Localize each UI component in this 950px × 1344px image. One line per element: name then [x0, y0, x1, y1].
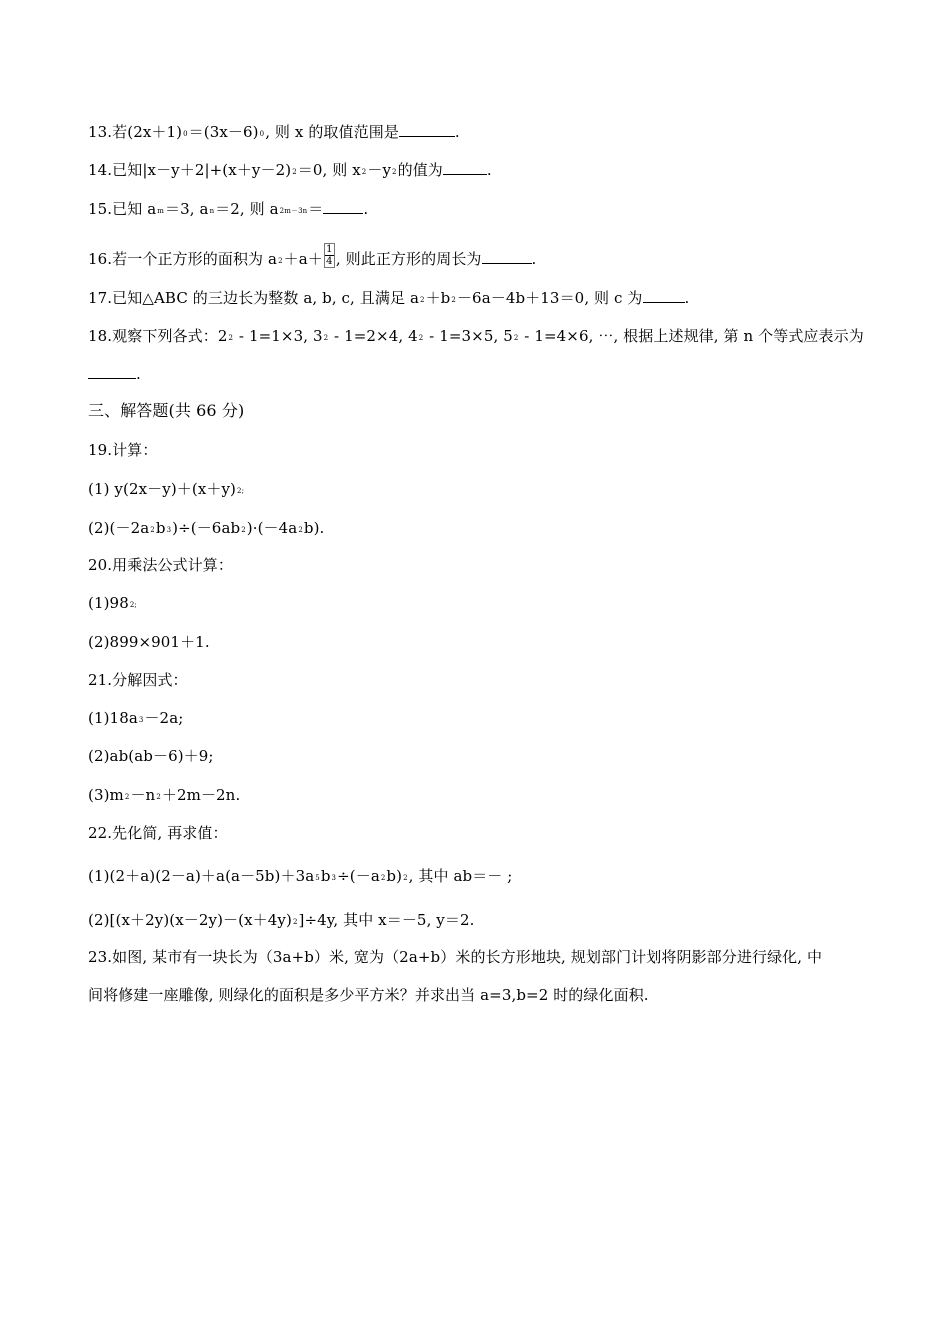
q13-exponent: 0	[183, 130, 188, 138]
q16-text: ＋a＋	[283, 250, 323, 268]
q18-text: 18.观察下列各式：2	[88, 327, 228, 345]
q17-exponent: 2	[451, 296, 456, 304]
q19-p2-exponent: 2	[241, 526, 246, 534]
q13-text: , 则 x 的取值范围是	[265, 123, 399, 141]
q16-text: , 则此正方形的周长为	[335, 250, 482, 268]
q14-text: 的值为	[397, 161, 443, 179]
question-21-part-2: (2)ab(ab－6)＋9;	[88, 747, 214, 765]
q22-p1-exponent: 5	[315, 874, 320, 882]
q21-p1-text: －2a;	[144, 709, 184, 727]
q18-exponent: 2	[228, 334, 234, 342]
question-18	[88, 326, 864, 349]
q22-p1-text: b	[320, 867, 331, 885]
q18-exponent: 2	[323, 334, 329, 342]
q13-exponent: 0	[259, 130, 265, 138]
q21-p1-text: (1)18a	[88, 709, 138, 727]
q16-text: 16.若一个正方形的面积为 a	[88, 250, 278, 268]
q21-p3-exponent: 2	[124, 793, 130, 801]
answer-blank[interactable]	[643, 288, 685, 303]
question-22-part-1	[88, 866, 512, 889]
q13-text: ＝(3x－6)	[188, 123, 259, 141]
q14-period: .	[486, 161, 492, 179]
question-17	[88, 288, 689, 311]
q17-period: .	[684, 289, 690, 307]
q17-text: －6a－4b＋13＝0, 则 c 为	[456, 289, 643, 307]
q22-p2-exponent: 2	[292, 918, 298, 926]
answer-blank[interactable]	[88, 364, 136, 379]
q20-p1-exponent: 2;	[129, 601, 137, 609]
q22-p1-text: , 其中 ab＝－ ;	[408, 867, 513, 885]
q15-text: ＝3, a	[165, 200, 209, 218]
question-20-part-2: (2)899×901＋1.	[88, 633, 210, 651]
answer-blank[interactable]	[399, 122, 455, 137]
q21-p3-text: －n	[130, 786, 156, 804]
answer-blank[interactable]	[323, 199, 363, 214]
question-15	[88, 199, 368, 222]
fraction-one-quarter	[324, 243, 335, 268]
q15-exponent: n	[209, 207, 215, 215]
q22-p1-text: ÷(－a	[337, 867, 380, 885]
q22-p1-exponent: 2	[380, 874, 386, 882]
q14-text: －y	[367, 161, 392, 179]
q17-text: ＋b	[425, 289, 451, 307]
fraction-denominator: 4	[326, 256, 333, 267]
q14-text: 14.已知|x－y＋2|+(x＋y－2)	[88, 161, 292, 179]
q21-p3-text: (3)m	[88, 786, 124, 804]
question-16	[88, 243, 536, 272]
q17-exponent: 2	[420, 296, 425, 304]
q19-p2-text: )·(－4a	[246, 519, 298, 537]
question-20-title: 20.用乘法公式计算：	[88, 556, 233, 574]
q21-p3-text: ＋2m－2n.	[161, 786, 241, 804]
answer-blank[interactable]	[443, 160, 487, 175]
q22-p2-text: (2)[(x＋2y)(x－2y)－(x＋4y)	[88, 911, 292, 929]
question-19-title: 19.计算：	[88, 441, 158, 459]
q22-p1-exponent: 3	[331, 874, 337, 882]
q15-text: ＝	[308, 200, 324, 218]
q19-p2-text: (2)(－2a	[88, 519, 150, 537]
question-23-line-2: 间将修建一座雕像, 则绿化的面积是多少平方米？并求出当 a=3,b=2 时的绿化面积.	[88, 986, 649, 1004]
question-23-line-1: 23.如图, 某市有一块长为（3a+b）米, 宽为（2a+b）米的长方形地块, 规划部门计划将阴影部分进行绿化, 中	[88, 948, 823, 966]
q18-text: - 1=1×3, 3	[234, 327, 323, 345]
question-20-part-1	[88, 593, 138, 616]
q16-exponent: 2	[278, 257, 283, 265]
question-22-part-2	[88, 910, 475, 933]
q17-text: 17.已知△ABC 的三边长为整数 a, b, c, 且满足 a	[88, 289, 420, 307]
question-21-part-1	[88, 708, 183, 731]
question-21-part-3	[88, 785, 240, 808]
q15-text: ＝2, 则 a	[215, 200, 279, 218]
q19-p2-exponent: 2	[150, 526, 155, 534]
q19-p2-text: b).	[303, 519, 325, 537]
q14-exponent: 2	[361, 168, 367, 176]
q22-p1-text: b)	[386, 867, 403, 885]
q15-exponent: m	[157, 207, 165, 215]
q15-exponent: 2m－3n	[279, 207, 308, 215]
q14-exponent: 2	[292, 168, 297, 176]
q19-p1-exponent: 2;	[237, 487, 245, 495]
q18-text: - 1=3×5, 5	[424, 327, 513, 345]
question-21-title: 21.分解因式：	[88, 671, 188, 689]
question-19-part-2	[88, 518, 324, 541]
q21-p3-exponent: 2	[156, 793, 161, 801]
answer-blank[interactable]	[482, 249, 532, 264]
question-22-title: 22.先化简, 再求值：	[88, 824, 228, 842]
question-18-continued	[88, 364, 141, 384]
fraction-numerator: 1	[326, 244, 333, 255]
q19-p1-text: (1) y(2x－y)＋(x＋y)	[88, 480, 237, 498]
q20-p1-text: (1)98	[88, 594, 129, 612]
q15-text: 15.已知 a	[88, 200, 157, 218]
q18-text: - 1=2×4, 4	[329, 327, 418, 345]
section-heading: 三、解答题(共 66 分)	[88, 401, 245, 420]
q18-period: .	[136, 365, 141, 383]
q19-p2-text: )÷(－6ab	[172, 519, 241, 537]
q15-period: .	[363, 200, 369, 218]
q21-p1-exponent: 3	[138, 716, 144, 724]
q22-p1-exponent: 2	[403, 874, 408, 882]
q19-p2-text: b	[155, 519, 166, 537]
q13-period: .	[454, 123, 460, 141]
q19-p2-exponent: 3	[166, 526, 172, 534]
q22-p1-text: (1)(2＋a)(2－a)＋a(a－5b)＋3a	[88, 867, 315, 885]
question-13	[88, 122, 460, 145]
q13-text: 13.若(2x＋1)	[88, 123, 183, 141]
q18-text: - 1=4×6, ⋯, 根据上述规律, 第 n 个等式应表示为	[519, 327, 864, 345]
q14-exponent: 2	[392, 168, 397, 176]
question-19-part-1	[88, 479, 245, 502]
q16-period: .	[531, 250, 537, 268]
q18-exponent: 2	[418, 334, 424, 342]
q19-p2-exponent: 2	[298, 526, 303, 534]
q18-exponent: 2	[513, 334, 519, 342]
q22-p2-text: ]÷4y, 其中 x＝－5, y＝2.	[298, 911, 475, 929]
q14-text: ＝0, 则 x	[297, 161, 361, 179]
question-14	[88, 160, 492, 183]
